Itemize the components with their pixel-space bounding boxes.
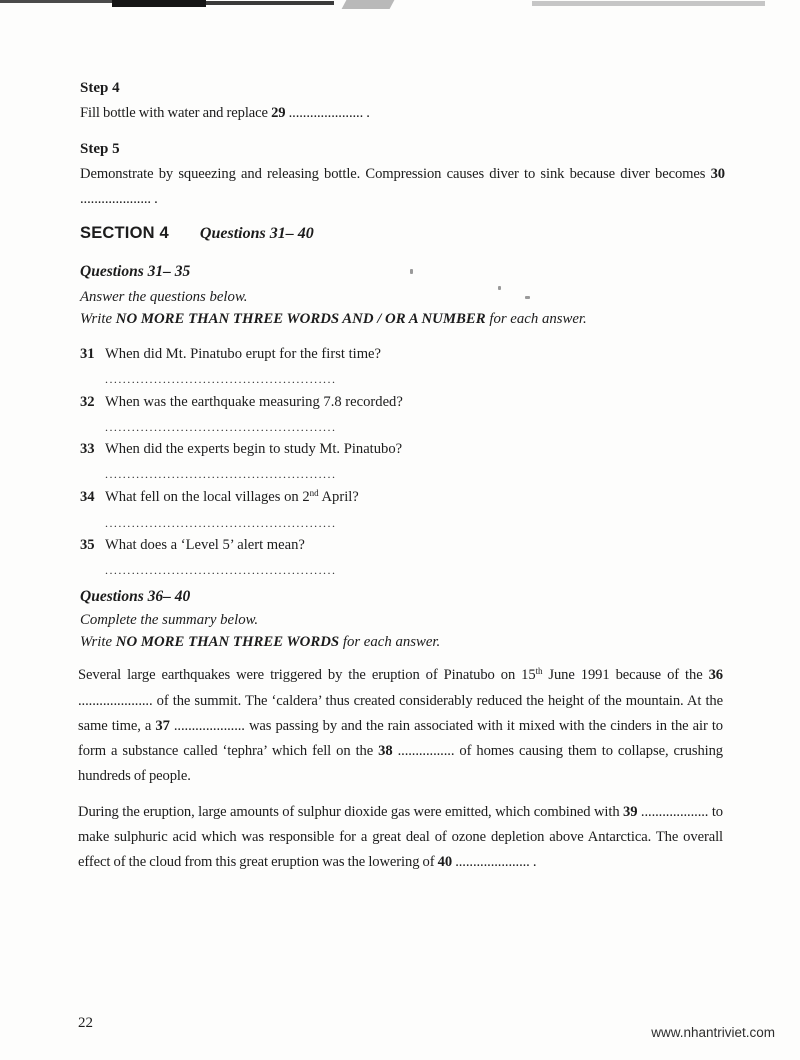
section-question-range: Questions 31– 40 — [199, 225, 314, 242]
scan-artifact-bar — [0, 0, 118, 3]
question-34 — [80, 484, 725, 533]
answer-dots: .................................................... — [105, 515, 337, 530]
scan-artifact-bar — [112, 0, 206, 7]
summary-paragraph-1: Several large earthquakes were triggered by the eruption of Pinatubo on 15th June 1991 because of the 36 ..................... of the summit. The ‘caldera’ thus created considerably reduced the height of the mountain. At the same time, a 37 .................... was passing by and the rain associated with it mixed with the cinders in the air to form a substance called ‘tephra’ which fell on the 38 ................ of homes causing them to collapse, crushing hundreds of people. — [78, 666, 723, 784]
question-number: 31 — [80, 346, 95, 362]
answer-line — [105, 465, 725, 484]
question-list — [80, 341, 725, 580]
question-number: 33 — [80, 441, 95, 457]
questions-31-35-word-limit: Write NO MORE THAN THREE WORDS AND / OR A NUMBER for each answer. — [80, 311, 587, 327]
answer-dots: .................................................... — [105, 563, 337, 577]
scan-speck — [410, 269, 413, 274]
scan-speck — [498, 286, 501, 290]
question-line — [80, 341, 725, 367]
scan-artifact-bar — [206, 1, 334, 5]
questions-36-40-word-limit: Write NO MORE THAN THREE WORDS for each answer. — [80, 634, 441, 650]
step4-title: Step 4 — [80, 80, 120, 96]
answer-line — [105, 370, 725, 389]
question-text: When was the earthquake measuring 7.8 recorded? — [105, 393, 403, 410]
step4-text: Fill bottle with water and replace 29 ..................... . — [80, 105, 370, 121]
questions-31-35-instruction: Answer the questions below. — [80, 289, 248, 305]
question-number: 35 — [80, 537, 95, 553]
step5-title: Step 5 — [80, 141, 120, 157]
questions-31-35-heading: Questions 31– 35 — [80, 263, 191, 280]
question-35 — [80, 532, 725, 580]
step5-text: Demonstrate by squeezing and releasing bottle. Compression causes diver to sink because diver becomes 30 .................... . — [80, 166, 725, 207]
question-line — [80, 436, 725, 462]
question-text: What does a ‘Level 5’ alert mean? — [105, 537, 305, 553]
question-33 — [80, 436, 725, 484]
question-line — [80, 484, 725, 511]
scan-speck — [525, 296, 530, 299]
questions-36-40-heading: Questions 36– 40 — [80, 588, 191, 605]
scan-artifact-smudge — [342, 0, 395, 9]
answer-dots: .................................................... — [105, 419, 337, 434]
answer-line — [105, 514, 725, 533]
scan-artifact-bar — [532, 1, 765, 6]
question-31 — [80, 341, 725, 389]
question-text: What fell on the local villages on 2nd April? — [105, 487, 359, 505]
answer-dots: .................................................... — [105, 467, 337, 481]
questions-36-40-instruction: Complete the summary below. — [80, 612, 259, 628]
publisher-website: www.nhantriviet.com — [651, 1025, 775, 1040]
question-32 — [80, 389, 725, 437]
question-number: 34 — [80, 488, 95, 505]
question-number: 32 — [80, 393, 95, 410]
answer-dots: .................................................... — [105, 372, 337, 386]
summary-paragraph-2: During the eruption, large amounts of sulphur dioxide gas were emitted, which combined with 39 ................... to make sulphuric acid which was responsible for a great deal of ozone depletion above Antarctica. The overall effect of the cloud from this great eruption was the lowering of 40 ..................... . — [78, 804, 723, 870]
question-line — [80, 532, 725, 558]
question-text: When did Mt. Pinatubo erupt for the first time? — [105, 346, 382, 362]
question-text: When did the experts begin to study Mt. Pinatubo? — [105, 441, 403, 457]
section-heading — [80, 224, 314, 243]
question-line — [80, 389, 725, 415]
answer-line — [105, 561, 725, 580]
page-number: 22 — [78, 1015, 93, 1031]
answer-line — [105, 418, 725, 437]
section-label: SECTION 4 — [80, 224, 169, 242]
